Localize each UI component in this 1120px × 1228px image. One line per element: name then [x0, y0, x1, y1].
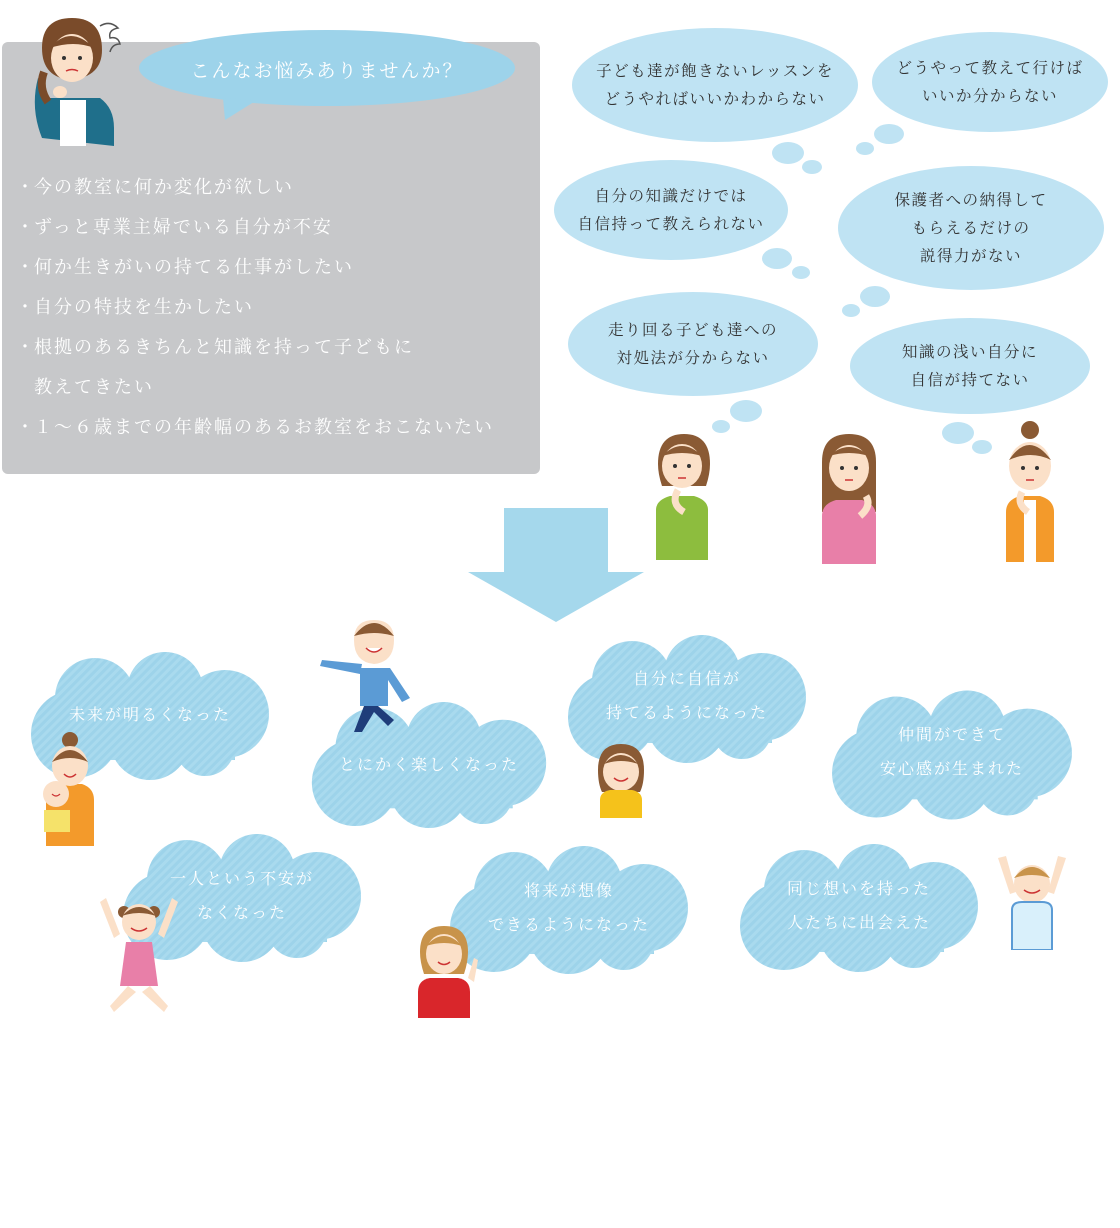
thought-dot	[972, 440, 992, 454]
thought-dot	[856, 142, 874, 155]
thought-bubble: 知識の浅い自分に 自信が持てない	[850, 318, 1090, 414]
thought-dot	[772, 142, 804, 164]
thought-dot	[860, 286, 890, 307]
waving-woman-illustration	[414, 922, 478, 1018]
result-cloud: 一人という不安が なくなった	[114, 832, 370, 962]
thought-bubble: 自分の知識だけでは 自信持って教えられない	[554, 160, 788, 260]
worry-item: ・１〜６歳までの年齢幅のあるお教室をおこないたい	[16, 417, 494, 438]
thought-dot	[712, 420, 730, 433]
worry-item: ・何か生きがいの持てる仕事がしたい	[16, 257, 354, 278]
smiling-girl-illustration	[592, 740, 650, 818]
thought-dot	[874, 124, 904, 144]
thought-bubble: 子ども達が飽きないレッスンを どうやればいいかわからない	[572, 28, 858, 142]
result-cloud: 同じ想いを持った 人たちに出会えた	[734, 842, 984, 972]
thought-bubble: 走り回る子ども達への 対処法が分からない	[568, 292, 818, 396]
thought-dot	[842, 304, 860, 317]
thought-dot	[762, 248, 792, 269]
thought-dot	[792, 266, 810, 279]
thought-dot	[942, 422, 974, 444]
worries-title: こんなお悩みありませんか？	[190, 60, 464, 82]
jumping-girl-illustration	[98, 898, 180, 1016]
cheering-woman-illustration	[994, 854, 1070, 950]
worry-item: ・ずっと専業主婦でいる自分が不安	[16, 217, 333, 238]
thinking-woman-green-illustration	[650, 430, 714, 560]
result-cloud: 将来が想像 できるようになった	[444, 844, 694, 974]
worried-woman-illustration	[30, 18, 130, 148]
running-boy-illustration	[318, 618, 418, 744]
result-cloud: 仲間ができて 安心感が生まれた	[826, 688, 1078, 820]
thought-dot	[802, 160, 822, 174]
thinking-woman-pink-illustration	[816, 432, 882, 564]
worry-item: ・今の教室に何か変化が欲しい	[16, 177, 294, 198]
thought-bubble: どうやって教えて行けば いいか分からない	[872, 32, 1108, 132]
thought-dot	[730, 400, 762, 422]
worries-list	[16, 168, 494, 448]
mother-with-baby-illustration	[36, 730, 96, 846]
thinking-woman-orange-illustration	[998, 420, 1062, 562]
worry-item-continued: 教えてきたい	[34, 377, 154, 398]
worry-item: ・根拠のあるきちんと知識を持って子どもに	[16, 337, 414, 358]
worries-title-bubble	[137, 28, 517, 108]
worry-item: ・自分の特技を生かしたい	[16, 297, 254, 318]
result-cloud: 自分に自信が 持てるようになった	[562, 632, 812, 764]
result-cloud: 未来が明るくなった	[22, 650, 278, 780]
thought-bubble: 保護者への納得して もらえるだけの 説得力がない	[838, 166, 1104, 290]
result-cloud: とにかく楽しくなった	[300, 700, 558, 828]
down-arrow-icon	[468, 508, 644, 622]
